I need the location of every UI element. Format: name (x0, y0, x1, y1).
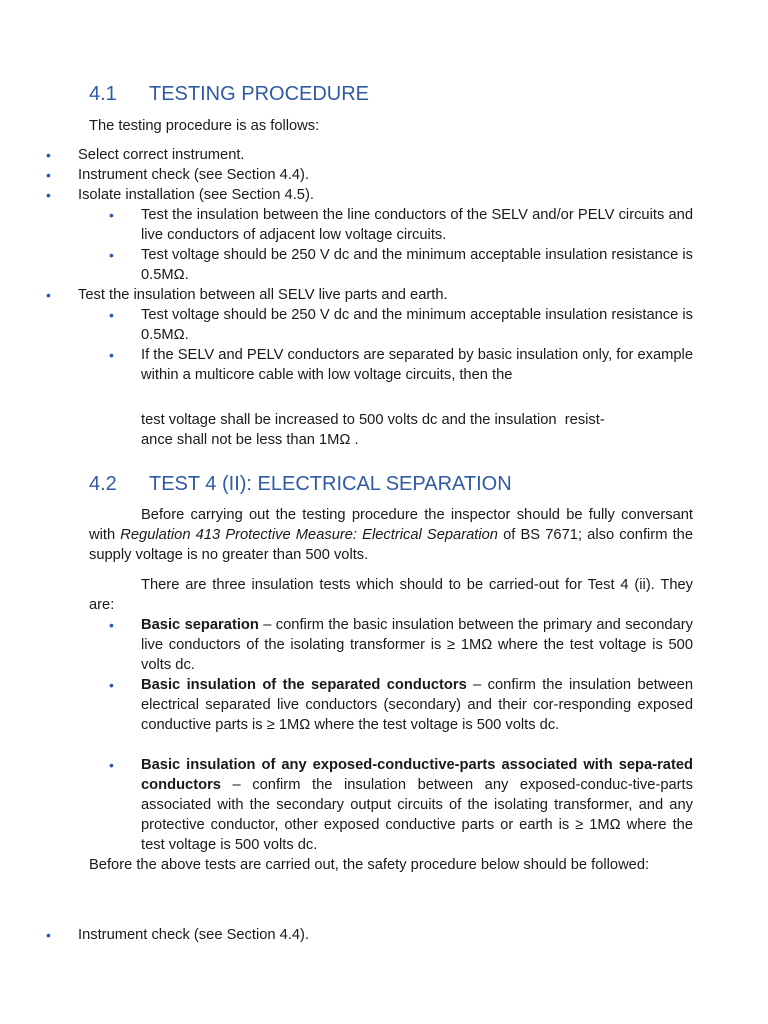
section-title: TEST 4 (II): ELECTRICAL SEPARATION (149, 473, 512, 495)
bullet-icon: • (109, 677, 114, 693)
bullet-icon: • (46, 927, 51, 943)
bullet-icon: • (109, 757, 114, 773)
sub-list-item: • Basic insulation of the separated conductors – confirm the insulation between electrical separated live conductors (secondary) and their cor-responding exposed conductive parts is ≥ 1MΩ where the test voltage is 500 volts dc. (109, 677, 693, 733)
sub-list-item: • Test voltage should be 250 V dc and the minimum acceptable insulation resistance is 0.5MΩ. (109, 307, 693, 343)
bullet-icon: • (46, 167, 51, 183)
list-item: • Test the insulation between all SELV live parts and earth. (46, 287, 448, 303)
continuation-line: ance shall not be less than 1MΩ . (141, 432, 359, 448)
section-number: 4.2 (89, 473, 117, 495)
paragraph: Before the above tests are carried out, the safety procedure below should be followed: (89, 857, 650, 873)
bullet-icon: • (109, 247, 114, 263)
paragraph: Before carrying out the testing procedure the inspector should be fully conversant with Regulation 413 Protective Measure: Electrical Separation of BS 7671; also confirm the supply voltage is no greater than 500 volts. (89, 507, 693, 563)
intro-text: The testing procedure is as follows: (89, 118, 320, 134)
list-item: • Instrument check (see Section 4.4). (46, 167, 310, 183)
bullet-icon: • (46, 147, 51, 163)
bullet-icon: • (46, 187, 51, 203)
sub-list-item: • If the SELV and PELV conductors are separated by basic insulation only, for example within a multicore cable with low voltage circuits, then the (109, 347, 693, 383)
paragraph: There are three insulation tests which should to be carried-out for Test 4 (ii). They are: (89, 577, 693, 613)
section-4-1-heading (89, 82, 369, 106)
sub-list-item: • Basic insulation of any exposed-conductive-parts associated with sepa-rated conductors – confirm the insulation between any exposed-conduc-tive-parts associated with the secondary output circuits of the isolating transformer, and any protective conductor, other exposed conductive parts or earth is ≥ 1MΩ where the test voltage is 500 volts dc. (109, 757, 693, 853)
list-item: • Isolate installation (see Section 4.5). (46, 187, 314, 203)
sub-list-item: • Test voltage should be 250 V dc and the minimum acceptable insulation resistance is 0.5MΩ. (109, 247, 693, 283)
section-title: TESTING PROCEDURE (149, 83, 370, 105)
section-number: 4.1 (89, 83, 117, 105)
section-4-2-heading (89, 472, 512, 496)
bullet-icon: • (109, 347, 114, 363)
list-item: • Select correct instrument. (46, 147, 245, 163)
list-item: • Instrument check (see Section 4.4). (46, 927, 310, 943)
sub-list-item: • Test the insulation between the line conductors of the SELV and/or PELV circuits and live conductors of adjacent low voltage circuits. (109, 207, 693, 243)
bullet-icon: • (109, 207, 114, 223)
continuation-line: test voltage shall be increased to 500 volts dc and the insulation resist- (141, 412, 605, 428)
bullet-icon: • (109, 617, 114, 633)
bullet-icon: • (109, 307, 114, 323)
sub-list-item: • Basic separation – confirm the basic insulation between the primary and secondary live conductors of the isolating transformer is ≥ 1MΩ where the test voltage is 500 volts dc. (109, 617, 693, 673)
bullet-icon: • (46, 287, 51, 303)
